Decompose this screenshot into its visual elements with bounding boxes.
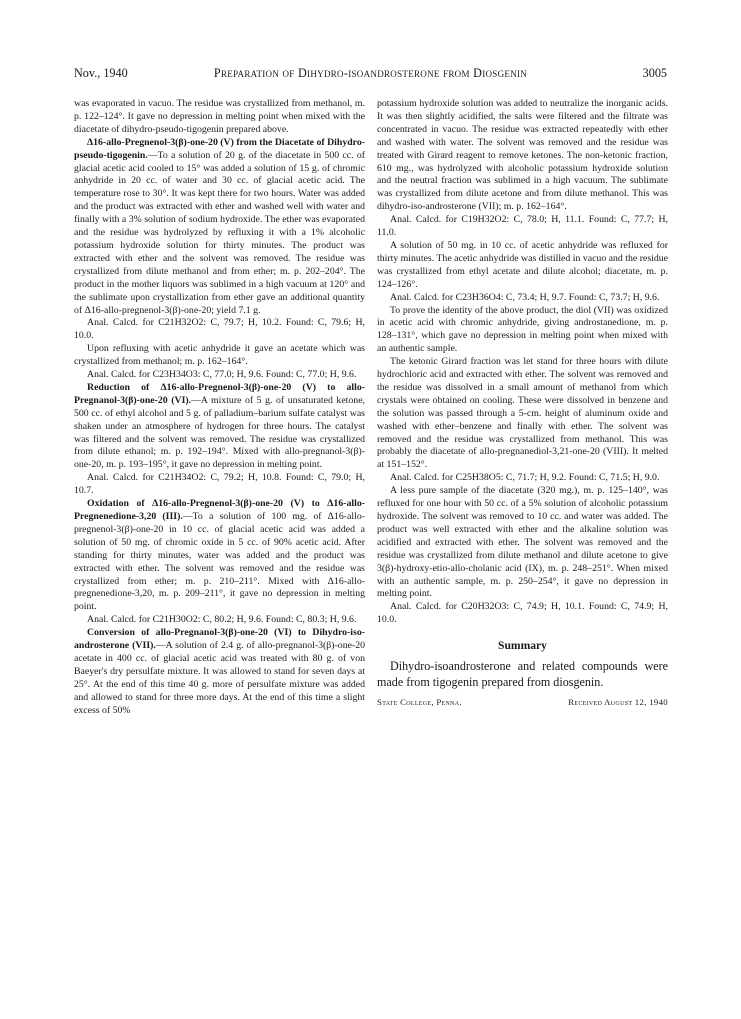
section-paragraph: [74, 627, 365, 717]
analysis-line: Anal. Calcd. for C19H32O2: C, 78.0; H, 11.1. Found: C, 77.7; H, 11.0.: [377, 214, 668, 239]
section-heading: Oxidation of Δ16-allo-Pregnenol-3(β)-one-20 (V) to Δ16-allo-Pregnenedione-3,20 (III).: [74, 498, 365, 522]
paragraph: The ketonic Girard fraction was let stand for three hours with dilute hydrochloric acid and extracted with ether. The solvent was removed and the residue was dissolved in a small amount of methanol from which crystals were obtained on cooling. These were dissolved in benzene and the solution was passed through a 5-cm. height of aluminum oxide and washed with ether–benzene and finally with ether. The solvent was removed and the residue was crystallized from methanol. This was probably the diacetate of allo-pregnanediol-3,21-one-20 (VIII). It melted at 151–152°.: [377, 356, 668, 471]
analysis-line: Anal. Calcd. for C20H32O3: C, 74.9; H, 10.1. Found: C, 74.9; H, 10.0.: [377, 601, 668, 626]
summary-text: Dihydro-isoandrosterone and related compounds were made from tigogenin prepared from diosgenin.: [377, 659, 668, 689]
section-text: —A solution of 2.4 g. of allo-pregnanol-3(β)-one-20 acetate in 400 cc. of glacial acetic acid was treated with 80 g. of von Baeyer's dry persulfate mixture. It was allowed to stand for seven days at 25°. At the end of this time 40 g. more of persulfate mixture was added and allowed to stand for three more days. At the end of this time a slight excess of 50%: [74, 640, 365, 716]
section-paragraph: [74, 137, 365, 318]
issue-date: Nov., 1940: [74, 66, 128, 80]
analysis-line: Anal. Calcd. for C23H34O3: C, 77.0; H, 9.6. Found: C, 77.0; H, 9.6.: [87, 369, 357, 381]
paragraph: potassium hydroxide solution was added to neutralize the inorganic acids. It was then slightly acidified, the salts were filtered and the filtrate was concentrated in vacuo. The residue was extracted repeatedly with ether and washed with water. The solvent was removed and the residue was treated with Girard reagent to remove ketones. The non-ketonic fraction, 610 mg., was hydrolyzed with alcoholic potassium hydroxide solution and the neutral fraction was sublimed in a high vacuum. The sublimate was crystallized from dilute acetone and from dilute methanol. This was dihydro-iso-androsterone (VII); m. p. 162–164°.: [377, 98, 668, 213]
received-date: Received August 12, 1940: [568, 697, 668, 708]
paragraph: A solution of 50 mg. in 10 cc. of acetic anhydride was refluxed for thirty minutes. The acetic anhydride was distilled in vacuo and the residue was crystallized from ethyl acetate and dilute alcohol; diacetate, m. p. 124–126°.: [377, 239, 668, 290]
paragraph: To prove the identity of the above product, the diol (VII) was oxidized in acetic acid with chromic anhydride, giving androstanedione, m. p. 128–131°, which gave no depression in melting point when mixed with an authentic sample.: [377, 304, 668, 355]
analysis-line: Anal. Calcd. for C21H32O2: C, 79.7; H, 10.2. Found: C, 79.6; H, 10.0.: [74, 317, 365, 342]
running-title: Preparation of Dihydro-isoandrosterone from Diosgenin: [213, 66, 528, 80]
author-location: State College, Penna.: [377, 697, 462, 708]
section-heading: Δ16-allo-Pregnenol-3(β)-one-20 (V) from the Diacetate of Dihydro-pseudo-tigogenin.: [74, 136, 365, 161]
analysis-line: Anal. Calcd. for C25H38O5: C, 71.7; H, 9.2. Found: C, 71.5; H, 9.0.: [390, 472, 660, 484]
section-paragraph: [74, 498, 365, 614]
analysis-line: Anal. Calcd. for C21H34O2: C, 79.2; H, 10.8. Found: C, 79.0; H, 10.7.: [74, 472, 365, 497]
page-number: 3005: [642, 66, 667, 80]
running-header: [74, 66, 667, 82]
section-heading: Conversion of allo-Pregnanol-3(β)-one-20 (VI) to Dihydro-iso-androsterone (VII).: [74, 627, 365, 652]
signature-line: [377, 696, 668, 709]
analysis-line: Anal. Calcd. for C23H36O4: C, 73.4; H, 9.7. Found: C, 73.7; H, 9.6.: [390, 291, 660, 303]
section-text: —To a solution of 100 mg. of Δ16-allo-pregnenol-3(β)-one-20 in 10 cc. of glacial acetic acid was added a solution of 50 mg. of chromic oxide in 5 cc. of 90% acetic acid. After standing for thirty minutes, water was added and the product was extracted with ether. The solvent was removed and the residue was crystallized from ether; m. p. 210–211°. Mixed with Δ16-allo-pregnenedione-3,20, m. p. 209–211°, it gave no depression in melting point.: [74, 511, 365, 613]
section-text: —To a solution of 20 g. of the diacetate in 500 cc. of glacial acetic acid cooled to 15° was added a solution of 15 g. of chromic anhydride in 20 cc. of water and 30 cc. of glacial acetic acid. The temperature rose to 30°. It was kept there for two hours. Water was added and the product was extracted with ether and washed well with water and finally with a 3% solution of sodium hydroxide. The ether was evaporated and the residue was hydrolyzed by refluxing it with a 1% alcoholic potassium hydroxide solution for thirty minutes. The product was extracted with ether and the solvent was removed. The residue was crystallized from dilute methanol and from ether; m. p. 202–204°. The product in the mother liquors was sublimed in a high vacuum at 120° and the sublimate upon crystallization from ether gave an additional quantity of Δ16-allo-pregnenol-3(β)-one-20; yield 7.1 g.: [74, 149, 365, 316]
paragraph: Upon refluxing with acetic anhydride it gave an acetate which was crystallized from methanol; m. p. 162–164°.: [74, 343, 365, 368]
right-column: [377, 98, 668, 709]
section-heading: Reduction of Δ16-allo-Pregnenol-3(β)-one-20 (V) to allo-Pregnanol-3(β)-one-20 (VI).: [74, 381, 365, 406]
paragraph: was evaporated in vacuo. The residue was crystallized from methanol, m. p. 122–124°. It gave no depression in melting point when mixed with the diacetate of dihydro-pseudo-tigogenin prepared above.: [74, 98, 365, 135]
summary-heading: Summary: [498, 639, 547, 653]
analysis-line: Anal. Calcd. for C21H30O2: C, 80.2; H, 9.6. Found: C, 80.3; H, 9.6.: [87, 614, 357, 626]
paragraph: A less pure sample of the diacetate (320 mg.), m. p. 125–140°, was refluxed for one hour with 50 cc. of a 5% solution of alcoholic potassium hydroxide. The solvent was removed to 10 cc. and water was added. The product was well extracted with ether and the alkaline solution was acidified and extracted with ether. The solvent was removed and the residue was crystallized from dilute methanol and dilute acetone to give 3(β)-hydroxy-etio-allo-cholanic acid (IX), m. p. 248–251°. When mixed with an authentic sample, m. p. 250–254°, it gave no depression in melting point.: [377, 485, 668, 600]
left-column: [74, 98, 365, 718]
section-paragraph: [74, 382, 365, 472]
section-text: —A mixture of 5 g. of unsaturated ketone, 500 cc. of ethyl alcohol and 5 g. of palladium–barium sulfate catalyst was shaken under an atmosphere of hydrogen for three hours. The catalyst was filtered and the solvent was removed. The residue was crystallized from dilute ethanol; m. p. 192–194°. Mixed with allo-pregnanol-3(β)-one-20, m. p. 193–195°, it gave no depression in melting point.: [74, 394, 365, 471]
